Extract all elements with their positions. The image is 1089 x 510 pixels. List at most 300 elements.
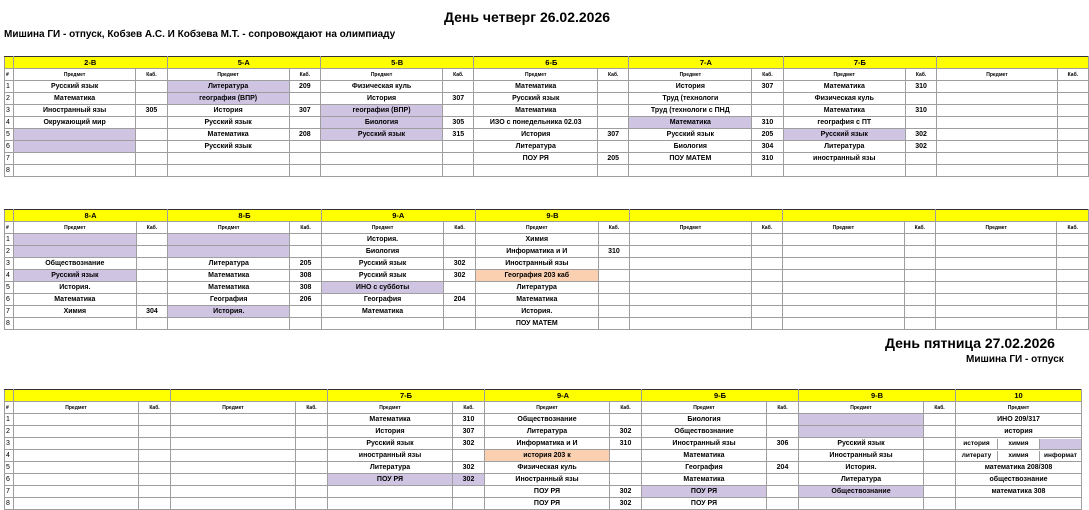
subject-cell: [171, 450, 296, 462]
class-name: 8-А: [13, 210, 167, 222]
subject-cell: [783, 294, 905, 306]
lesson-row: [5, 294, 1089, 306]
subject-cell: Обществознание: [485, 414, 610, 426]
subject-cell: [629, 165, 752, 177]
room-cell: [139, 462, 171, 474]
room-cell: [1057, 246, 1089, 258]
subject-cell: история 203 к: [485, 450, 610, 462]
subject-cell: [937, 105, 1058, 117]
subject-cell: [783, 270, 905, 282]
subject-cell: Русский язык: [474, 93, 598, 105]
room-cell: 302: [610, 426, 642, 438]
subject-cell: Русский язык: [321, 258, 444, 270]
room-cell: 307: [289, 105, 320, 117]
room-cell: [904, 282, 935, 294]
room-cell: [598, 93, 629, 105]
class-name: 7-А: [629, 57, 783, 69]
room-cell: [752, 165, 783, 177]
grade10-subcell: история: [963, 439, 990, 447]
column-header-row: [5, 69, 1089, 81]
lesson-number: 1: [5, 234, 14, 246]
room-cell: [767, 426, 799, 438]
subject-cell: География: [168, 294, 290, 306]
lesson-number: 5: [5, 129, 14, 141]
subject-cell: [630, 294, 752, 306]
class-name: 8-Б: [168, 210, 322, 222]
lesson-number: 1: [5, 81, 14, 93]
subject-cell: Математика: [13, 93, 135, 105]
lesson-number: 3: [5, 258, 14, 270]
subject-cell: [14, 426, 139, 438]
room-cell: [139, 474, 171, 486]
subject-cell: [630, 246, 752, 258]
subject-cell: [13, 165, 135, 177]
room-header: Каб.: [453, 402, 485, 414]
room-cell: 308: [290, 270, 321, 282]
room-header: Каб.: [598, 69, 629, 81]
room-header: Каб.: [598, 222, 629, 234]
room-header: Каб.: [610, 402, 642, 414]
lesson-row: [5, 141, 1089, 153]
lesson-row: [5, 270, 1089, 282]
room-cell: [296, 450, 328, 462]
room-cell: 310: [905, 105, 936, 117]
class-header-row: [5, 57, 1089, 69]
class-name: [630, 210, 783, 222]
subject-cell: Информатика и И: [475, 246, 598, 258]
subject-header: Предмет: [328, 402, 453, 414]
room-cell: 208: [289, 129, 320, 141]
room-cell: [598, 318, 629, 330]
lesson-number: 2: [5, 426, 14, 438]
room-cell: [443, 81, 474, 93]
lesson-number: 7: [5, 306, 14, 318]
room-cell: [751, 270, 782, 282]
subject-cell: [937, 117, 1058, 129]
subject-cell: География: [642, 462, 767, 474]
room-cell: [289, 153, 320, 165]
room-cell: [296, 426, 328, 438]
subject-cell: [937, 153, 1058, 165]
subject-cell: ПОУ РЯ: [474, 153, 598, 165]
subject-cell: [171, 498, 296, 510]
room-cell: [752, 105, 783, 117]
lesson-row: [5, 234, 1089, 246]
subject-cell: Обществознание: [13, 258, 136, 270]
class-name: 9-А: [321, 210, 475, 222]
class-name: [937, 57, 1089, 69]
room-cell: [767, 498, 799, 510]
room-cell: 204: [444, 294, 475, 306]
subject-cell: [171, 486, 296, 498]
subject-cell: [171, 414, 296, 426]
subject-cell: [935, 318, 1057, 330]
room-cell: [139, 426, 171, 438]
subject-cell: Русский язык: [321, 270, 444, 282]
room-cell: [1057, 141, 1088, 153]
lesson-number: 5: [5, 282, 14, 294]
room-cell: 304: [752, 141, 783, 153]
room-cell: [136, 318, 167, 330]
room-cell: [453, 450, 485, 462]
class-header-row: [5, 390, 1082, 402]
lesson-row: [5, 282, 1089, 294]
room-cell: [1057, 306, 1089, 318]
class-name: 5-В: [320, 57, 473, 69]
room-cell: 310: [610, 438, 642, 450]
subject-cell: ПОУ РЯ: [642, 486, 767, 498]
subject-cell: [937, 165, 1058, 177]
subject-cell: [13, 153, 135, 165]
room-cell: [904, 270, 935, 282]
room-cell: [290, 246, 321, 258]
room-header: Каб.: [924, 402, 956, 414]
room-header: Каб.: [1057, 222, 1089, 234]
room-cell: [610, 462, 642, 474]
lesson-row: [5, 486, 1082, 498]
room-cell: [139, 486, 171, 498]
class-name: [783, 210, 936, 222]
subject-cell: Иностранный язы: [799, 450, 924, 462]
schedule-table-friday: [4, 389, 1082, 510]
room-cell: [751, 234, 782, 246]
room-cell: [136, 117, 167, 129]
subject-header: Предмет: [167, 69, 289, 81]
subject-cell: [168, 234, 290, 246]
subject-cell: [13, 141, 135, 153]
room-cell: 302: [610, 486, 642, 498]
subject-cell: Обществознание: [642, 426, 767, 438]
room-cell: [444, 246, 475, 258]
subject-cell: Иностранный язы: [13, 105, 135, 117]
schedule-table-thursday-1: [4, 56, 1089, 177]
room-cell: [904, 258, 935, 270]
subject-cell: Русский язык: [320, 129, 442, 141]
subject-cell: Литература: [783, 141, 905, 153]
class-header-row: [5, 210, 1089, 222]
room-cell: [598, 117, 629, 129]
subject-cell: [935, 258, 1057, 270]
class-name: 9-А: [485, 390, 642, 402]
subject-cell: ПОУ РЯ: [328, 474, 453, 486]
room-cell: [767, 450, 799, 462]
room-cell: [598, 141, 629, 153]
room-cell: [905, 165, 936, 177]
subject-cell: География: [321, 294, 444, 306]
subject-cell: [783, 165, 905, 177]
subject-header: Предмет: [320, 69, 442, 81]
lesson-number: 7: [5, 153, 14, 165]
room-cell: 206: [290, 294, 321, 306]
subject-cell: [13, 318, 136, 330]
subject-cell: Русский язык: [167, 141, 289, 153]
subject-cell: Русский язык: [13, 81, 135, 93]
room-cell: [290, 234, 321, 246]
room-cell: [296, 462, 328, 474]
room-cell: [904, 318, 935, 330]
room-cell: 302: [444, 258, 475, 270]
grade10-cell: история: [956, 426, 1082, 438]
subject-cell: Математика: [13, 294, 136, 306]
room-cell: 310: [752, 117, 783, 129]
num-header: #: [5, 69, 14, 81]
subject-header: Предмет: [935, 222, 1057, 234]
room-cell: [136, 93, 167, 105]
subject-cell: Литература: [168, 258, 290, 270]
subject-cell: география (ВПР): [320, 105, 442, 117]
subject-cell: [14, 474, 139, 486]
subject-cell: [935, 270, 1057, 282]
room-cell: [136, 246, 167, 258]
room-cell: [139, 450, 171, 462]
grade10-subcell: информат: [1039, 451, 1081, 461]
subject-header: Предмет: [783, 69, 905, 81]
schedule-table-thursday-2: [4, 209, 1089, 330]
room-cell: [767, 486, 799, 498]
room-cell: [1057, 270, 1089, 282]
lesson-row: [5, 129, 1089, 141]
room-cell: [444, 306, 475, 318]
room-cell: [924, 438, 956, 450]
room-cell: [598, 282, 629, 294]
room-cell: [1057, 153, 1088, 165]
room-cell: [598, 270, 629, 282]
room-cell: [924, 426, 956, 438]
class-name: 9-Б: [642, 390, 799, 402]
lesson-number: 2: [5, 246, 14, 258]
subject-cell: [14, 414, 139, 426]
subject-cell: Математика: [168, 282, 290, 294]
subject-cell: Обществознание: [799, 486, 924, 498]
subject-cell: [630, 306, 752, 318]
room-header: Каб.: [904, 222, 935, 234]
room-cell: [924, 450, 956, 462]
subject-cell: Иностранный язы: [475, 258, 598, 270]
room-header: Каб.: [751, 222, 782, 234]
lesson-number: 6: [5, 294, 14, 306]
room-cell: [289, 93, 320, 105]
subject-header: Предмет: [630, 222, 752, 234]
room-cell: 209: [289, 81, 320, 93]
room-cell: [136, 129, 167, 141]
room-cell: [453, 498, 485, 510]
room-cell: [610, 414, 642, 426]
subject-cell: История: [629, 81, 752, 93]
lesson-number: 5: [5, 462, 14, 474]
subject-cell: Математика: [629, 117, 752, 129]
subject-cell: иностранный язы: [783, 153, 905, 165]
lesson-number: 4: [5, 450, 14, 462]
subject-cell: [783, 258, 905, 270]
room-cell: 302: [444, 270, 475, 282]
lesson-row: [5, 258, 1089, 270]
subject-cell: [935, 282, 1057, 294]
room-cell: [136, 141, 167, 153]
room-cell: 205: [598, 153, 629, 165]
room-cell: [296, 474, 328, 486]
grade10-cell: обществознание: [956, 474, 1082, 486]
room-cell: [443, 153, 474, 165]
room-cell: [443, 105, 474, 117]
lesson-row: [5, 93, 1089, 105]
subject-cell: Русский язык: [799, 438, 924, 450]
room-cell: [1057, 129, 1088, 141]
room-cell: [1057, 165, 1088, 177]
subject-header: Предмет: [13, 69, 135, 81]
subject-header: Предмет: [629, 69, 752, 81]
room-cell: 205: [290, 258, 321, 270]
room-cell: [136, 81, 167, 93]
subject-cell: ПОУ РЯ: [485, 486, 610, 498]
subject-cell: Математика: [642, 450, 767, 462]
room-cell: 302: [905, 141, 936, 153]
subject-cell: Литература: [799, 474, 924, 486]
subject-cell: [630, 282, 752, 294]
room-header: Каб.: [139, 402, 171, 414]
subject-cell: [320, 153, 442, 165]
subject-header: Предмет: [642, 402, 767, 414]
subject-cell: Математика: [475, 294, 598, 306]
subject-header: Предмет: [321, 222, 444, 234]
subject-header: Предмет: [937, 69, 1058, 81]
room-cell: 310: [752, 153, 783, 165]
class-name: [171, 390, 328, 402]
subject-cell: Труд (технологи: [629, 93, 752, 105]
room-cell: [139, 414, 171, 426]
room-cell: [444, 234, 475, 246]
column-header-row: [5, 402, 1082, 414]
room-cell: 204: [767, 462, 799, 474]
lesson-number: 2: [5, 93, 14, 105]
lesson-row: [5, 414, 1082, 426]
subject-cell: [171, 462, 296, 474]
subject-cell: география с ПТ: [783, 117, 905, 129]
class-name: 9-В: [475, 210, 629, 222]
room-cell: 302: [610, 498, 642, 510]
subject-cell: [320, 165, 442, 177]
room-cell: [751, 246, 782, 258]
subject-cell: Физическая куль: [485, 462, 610, 474]
subject-cell: ПОУ МАТЕМ: [629, 153, 752, 165]
room-cell: [136, 294, 167, 306]
room-cell: [1057, 294, 1089, 306]
subject-header: Предмет: [13, 222, 136, 234]
subject-cell: Математика: [168, 270, 290, 282]
num-header: #: [5, 222, 14, 234]
subject-cell: Иностранный язы: [485, 474, 610, 486]
room-cell: 307: [453, 426, 485, 438]
room-cell: [136, 258, 167, 270]
subject-cell: [474, 165, 598, 177]
lesson-row: [5, 153, 1089, 165]
room-cell: [444, 318, 475, 330]
room-header: Каб.: [752, 69, 783, 81]
room-cell: [136, 153, 167, 165]
lesson-number: 3: [5, 438, 14, 450]
lesson-number: 8: [5, 498, 14, 510]
subject-cell: Биология: [321, 246, 444, 258]
room-cell: [904, 306, 935, 318]
class-name: 10: [956, 390, 1082, 402]
lesson-number: 4: [5, 270, 14, 282]
subject-cell: Математика: [321, 306, 444, 318]
subject-cell: [783, 318, 905, 330]
room-cell: [443, 165, 474, 177]
subject-cell: [13, 246, 136, 258]
lesson-row: [5, 246, 1089, 258]
room-cell: [752, 93, 783, 105]
grade10-cell: [956, 498, 1082, 510]
room-cell: [1057, 258, 1089, 270]
subject-cell: Физическая куль: [783, 93, 905, 105]
subject-header: Предмет: [475, 222, 598, 234]
subject-cell: [321, 318, 444, 330]
subject-cell: Биология: [629, 141, 752, 153]
subject-cell: [171, 426, 296, 438]
subject-header: Предмет: [14, 402, 139, 414]
subject-cell: [630, 234, 752, 246]
room-cell: [598, 105, 629, 117]
subject-cell: [783, 282, 905, 294]
room-cell: [1057, 117, 1088, 129]
room-header: Каб.: [905, 69, 936, 81]
grade10-subcell: [1039, 439, 1081, 449]
lesson-row: [5, 462, 1082, 474]
subject-cell: [171, 474, 296, 486]
room-cell: [751, 282, 782, 294]
lesson-row: [5, 318, 1089, 330]
subject-cell: [935, 306, 1057, 318]
subject-cell: Окружающий мир: [13, 117, 135, 129]
room-cell: [1057, 93, 1088, 105]
subject-header: Предмет: [474, 69, 598, 81]
subject-cell: [937, 141, 1058, 153]
room-cell: 307: [598, 129, 629, 141]
subject-cell: Литература: [474, 141, 598, 153]
subject-cell: [14, 450, 139, 462]
subject-cell: Русский язык: [783, 129, 905, 141]
subject-cell: ПОУ РЯ: [485, 498, 610, 510]
lesson-row: [5, 105, 1089, 117]
subject-cell: Биология: [320, 117, 442, 129]
class-name: 9-В: [799, 390, 956, 402]
subject-cell: Математика: [642, 474, 767, 486]
subject-header: Предмет: [168, 222, 290, 234]
room-cell: [598, 258, 629, 270]
room-cell: [598, 165, 629, 177]
subject-cell: История: [474, 129, 598, 141]
subject-cell: [937, 93, 1058, 105]
room-cell: [444, 282, 475, 294]
room-cell: [1057, 81, 1088, 93]
subject-cell: География 203 каб: [475, 270, 598, 282]
subject-cell: [799, 414, 924, 426]
subject-cell: История: [167, 105, 289, 117]
subject-cell: [783, 306, 905, 318]
room-cell: [924, 462, 956, 474]
room-cell: [136, 165, 167, 177]
subject-cell: Иностранный язы: [642, 438, 767, 450]
lesson-row: [5, 165, 1089, 177]
room-cell: [289, 141, 320, 153]
room-cell: [751, 294, 782, 306]
room-cell: [924, 414, 956, 426]
subject-cell: [935, 234, 1057, 246]
subject-cell: История.: [13, 282, 136, 294]
lesson-row: [5, 426, 1082, 438]
subject-cell: Математика: [783, 105, 905, 117]
room-cell: [598, 294, 629, 306]
